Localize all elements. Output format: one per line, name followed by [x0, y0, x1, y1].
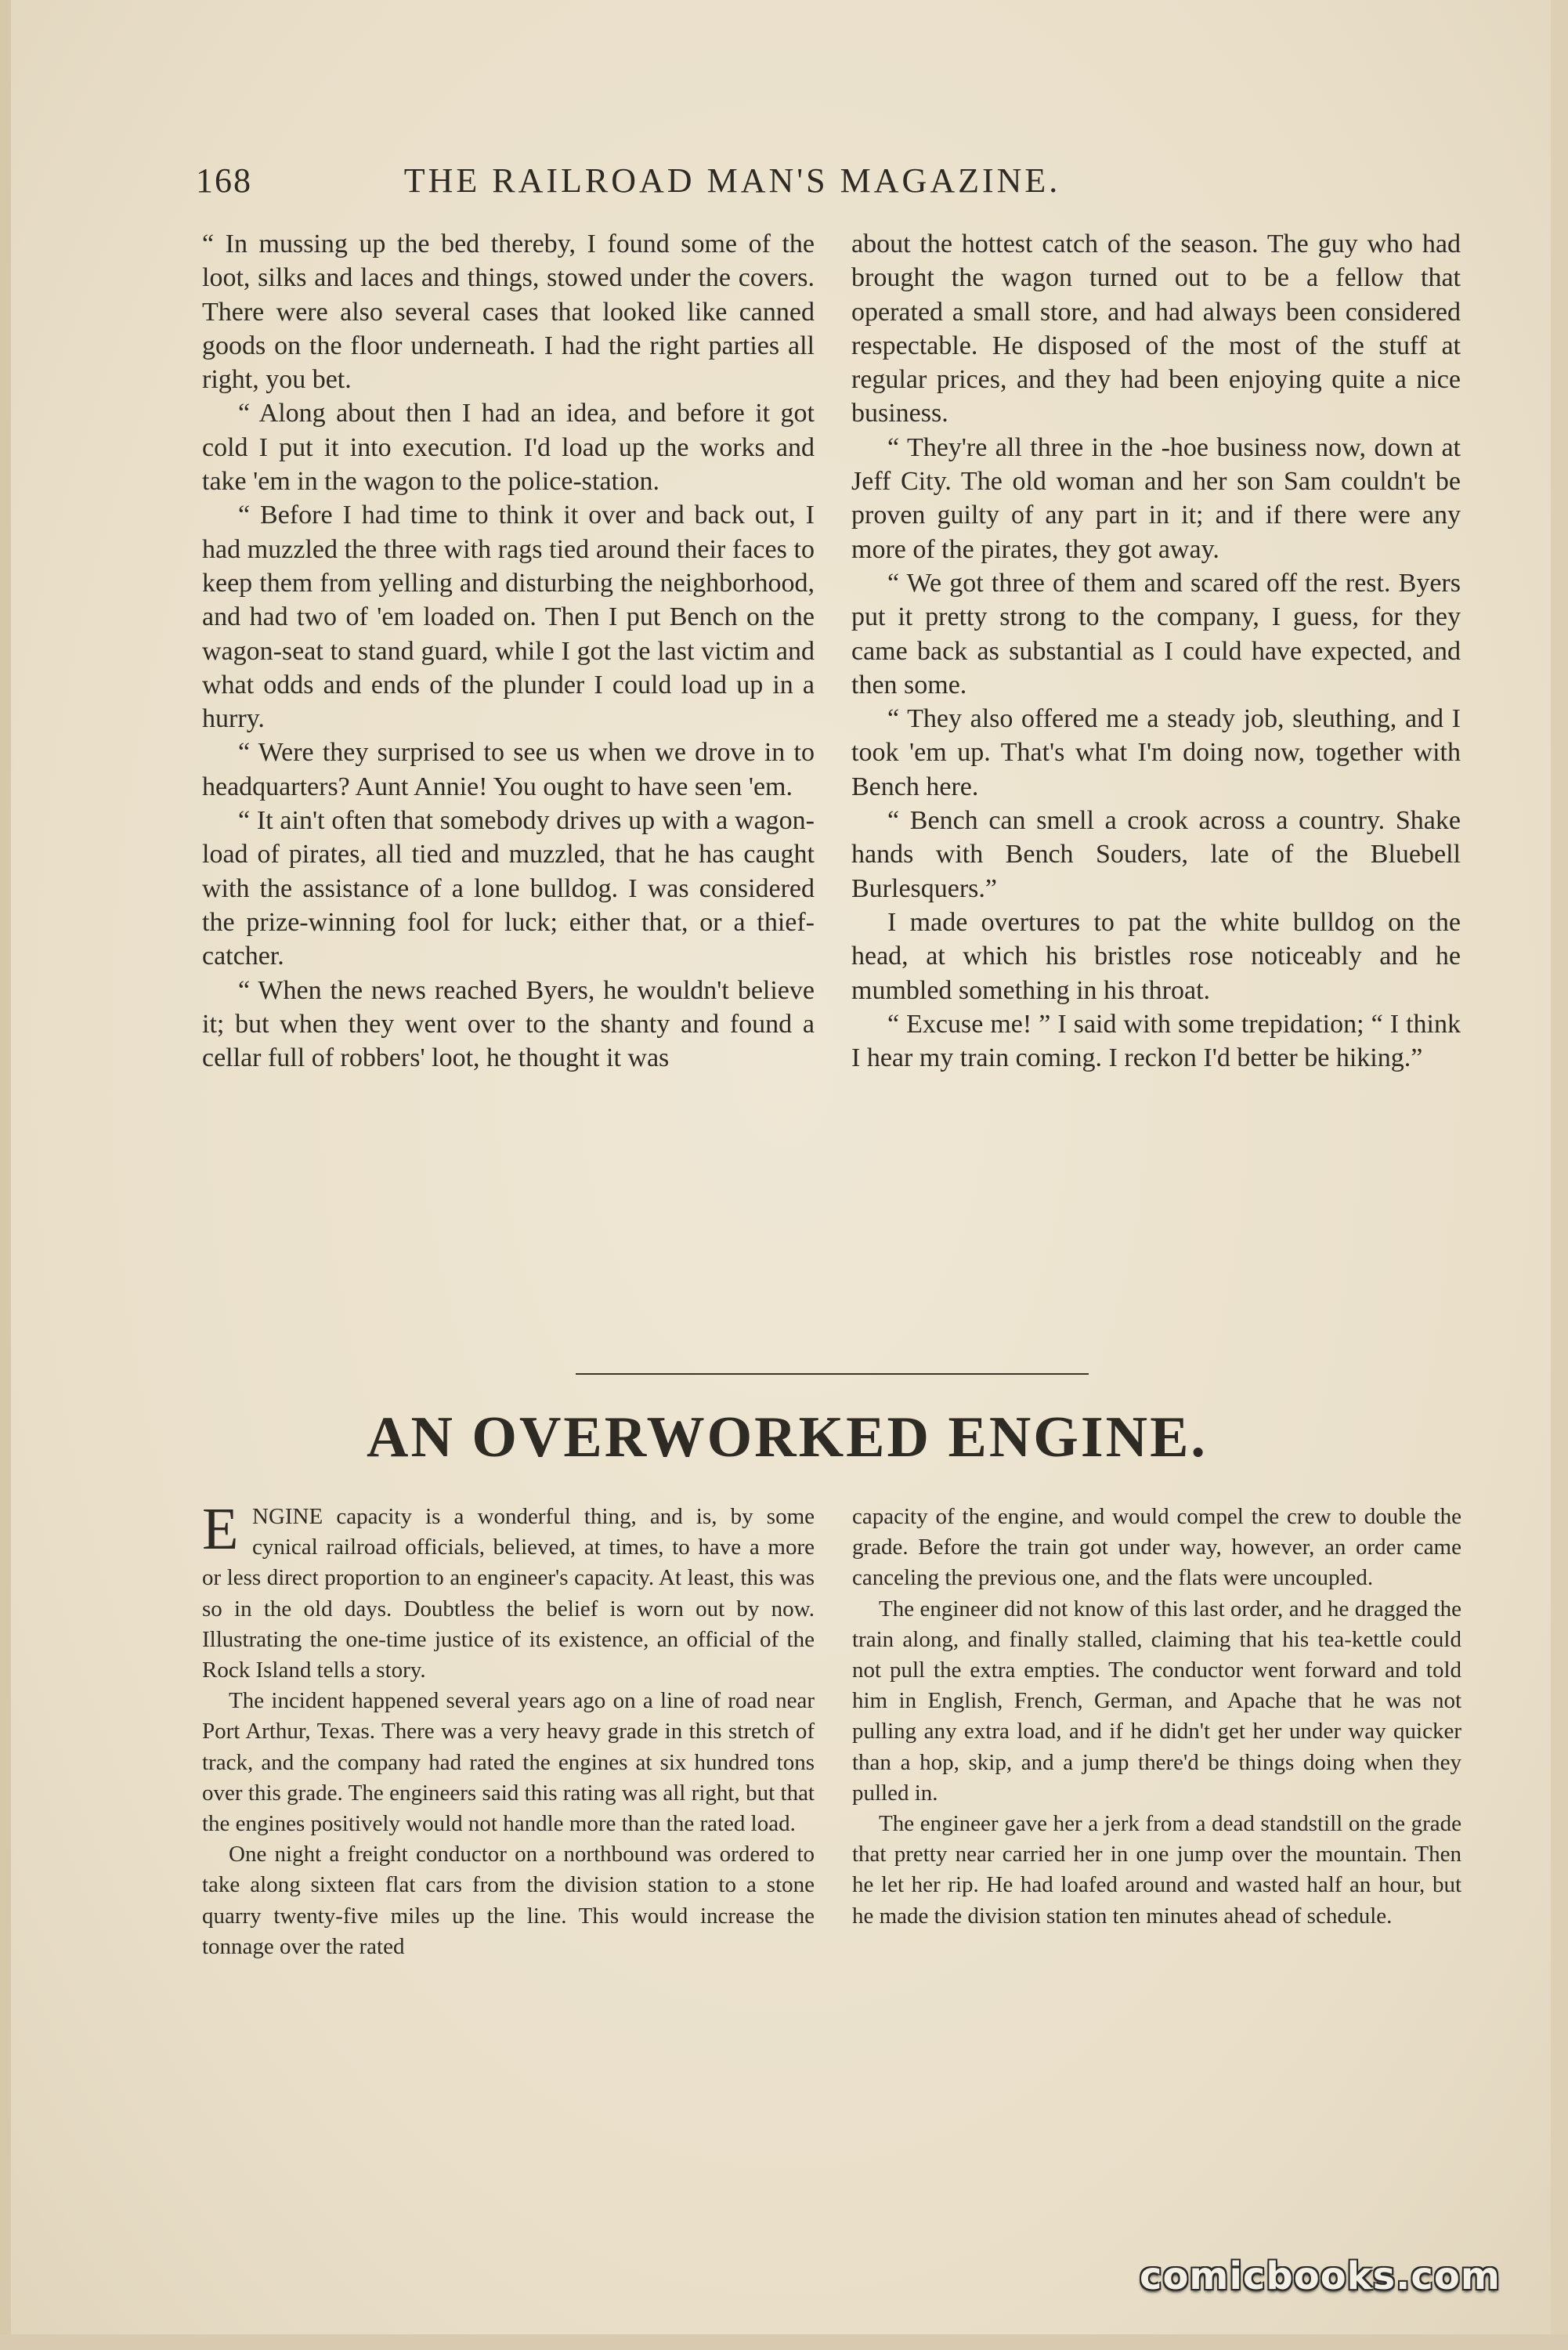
article-first-paragraph-text: NGINE capacity is a wonderful thing, and is, by some cynical railroad officials, believed, at times, to have a more or less direct proportion to an engineer's capacity. At least, this was so in the old days. Doubtless the belief is worn out by now. Illustrating the one-time justice of its existence, an official of the Rock Island tells a story. [202, 1504, 815, 1683]
section-divider [576, 1373, 1089, 1375]
story-paragraph: “ In mussing up the bed thereby, I found some of the loot, silks and laces and things, stowed under the covers. There were also several cases that looked like canned goods on the floor underneath. I had the right parties all right, you bet. [202, 230, 815, 395]
story-paragraph: “ Excuse me! ” I said with some trepidation; “ I think I hear my train coming. I reckon I'd better be hiking.” [851, 1009, 1461, 1073]
watermark-logo: comicbooks.com [1140, 2254, 1501, 2298]
page-edge-left [0, 0, 11, 2350]
article-paragraph: The incident happened several years ago on a line of road near Port Arthur, Texas. There was a very heavy grade in this stretch of track, and the company had rated the engines at six hundred tons over this grade. The engineers said this rating was all right, but that the engines positively would not handle more than the rated load. [202, 1688, 815, 1837]
story-paragraph: “ It ain't often that somebody drives up with a wagon-load of pirates, all tied and muzzled, that he has caught with the assistance of a lone bulldog. I was considered the prize-winning fool for luck; either that, or a thief-catcher. [202, 806, 815, 971]
story-column-right [851, 227, 1461, 1075]
story-paragraph: “ We got three of them and scared off the rest. Byers put it pretty strong to the company, I guess, for they came back as substantial as I could have expected, and then some. [851, 568, 1461, 700]
story-paragraph: “ Along about then I had an idea, and before it got cold I put it into execution. I'd load up the works and take 'em in the wagon to the police-station. [202, 399, 815, 497]
story-paragraph: “ Were they surprised to see us when we drove in to headquarters? Aunt Annie! You ought to have seen 'em. [202, 738, 815, 801]
page-header [196, 161, 1175, 208]
drop-cap: E [202, 1496, 239, 1562]
story-paragraph: “ They also offered me a steady job, sleuthing, and I took 'em up. That's what I'm doing now, together with Bench here. [851, 704, 1461, 801]
article-column-right [852, 1502, 1461, 1932]
story-column-left [202, 227, 815, 1075]
page-edge-bottom [0, 2334, 1568, 2350]
story-paragraph: about the hottest catch of the season. The guy who had brought the wagon turned out to be a fellow that operated a small store, and had always been considered respectable. He disposed of the most of the stuff at regular prices, and they had been enjoying quite a nice business. [851, 230, 1461, 428]
page-number: 168 [196, 161, 252, 200]
article-title: AN OVERWORKED ENGINE. [367, 1405, 1208, 1470]
article-paragraph: The engineer did not know of this last order, and he dragged the train along, and finally stalled, claiming that his tea-kettle could not pull the extra empties. The conductor went forward and told him in English, French, German, and Apache that he was not pulling any extra load, and if he didn't get her under way quicker than a hop, skip, and a jump there'd be things doing when they pulled in. [852, 1596, 1461, 1806]
story-paragraph: “ Bench can smell a crook across a country. Shake hands with Bench Souders, late of the Bluebell Burlesquers.” [851, 806, 1461, 903]
article-paragraph: capacity of the engine, and would compel the crew to double the grade. Before the train got under way, however, an order came canceling the previous one, and the flats were uncoupled. [852, 1504, 1461, 1591]
story-paragraph: “ Before I had time to think it over and back out, I had muzzled the three with rags tied around their faces to keep them from yelling and disturbing the neighborhood, and had two of 'em loaded on. Then I put Bench on the wagon-seat to stand guard, while I got the last victim and what odds and ends of the plunder I could load up in a hurry. [202, 501, 815, 734]
story-paragraph: “ They're all three in the -hoe business now, down at Jeff City. The old woman and her son Sam couldn't be proven guilty of any part in it; and if there were any more of the pirates, they got away. [851, 432, 1461, 564]
story-paragraph: I made overtures to pat the white bulldog on the head, at which his bristles rose noticeably and he mumbled something in his throat. [851, 907, 1461, 1005]
article-paragraph: The engineer gave her a jerk from a dead standstill on the grade that pretty near carried her in one jump over the mountain. Then he let her rip. He had loafed around and wasted half an hour, but he made the division station ten minutes ahead of schedule. [852, 1811, 1461, 1929]
article-first-paragraph [202, 1496, 815, 1686]
story-paragraph: “ When the news reached Byers, he wouldn't believe it; but when they went over to the shanty and found a cellar full of robbers' loot, he thought it was [202, 975, 815, 1073]
page-edge-right [1551, 0, 1568, 2350]
article-column-left [202, 1496, 815, 1962]
article-paragraph: One night a freight conductor on a northbound was ordered to take along sixteen flat cars from the division station to a stone quarry twenty-five miles up the line. This would increase the tonnage over the rated [202, 1842, 815, 1959]
running-title: THE RAILROAD MAN'S MAGAZINE. [403, 161, 1061, 200]
